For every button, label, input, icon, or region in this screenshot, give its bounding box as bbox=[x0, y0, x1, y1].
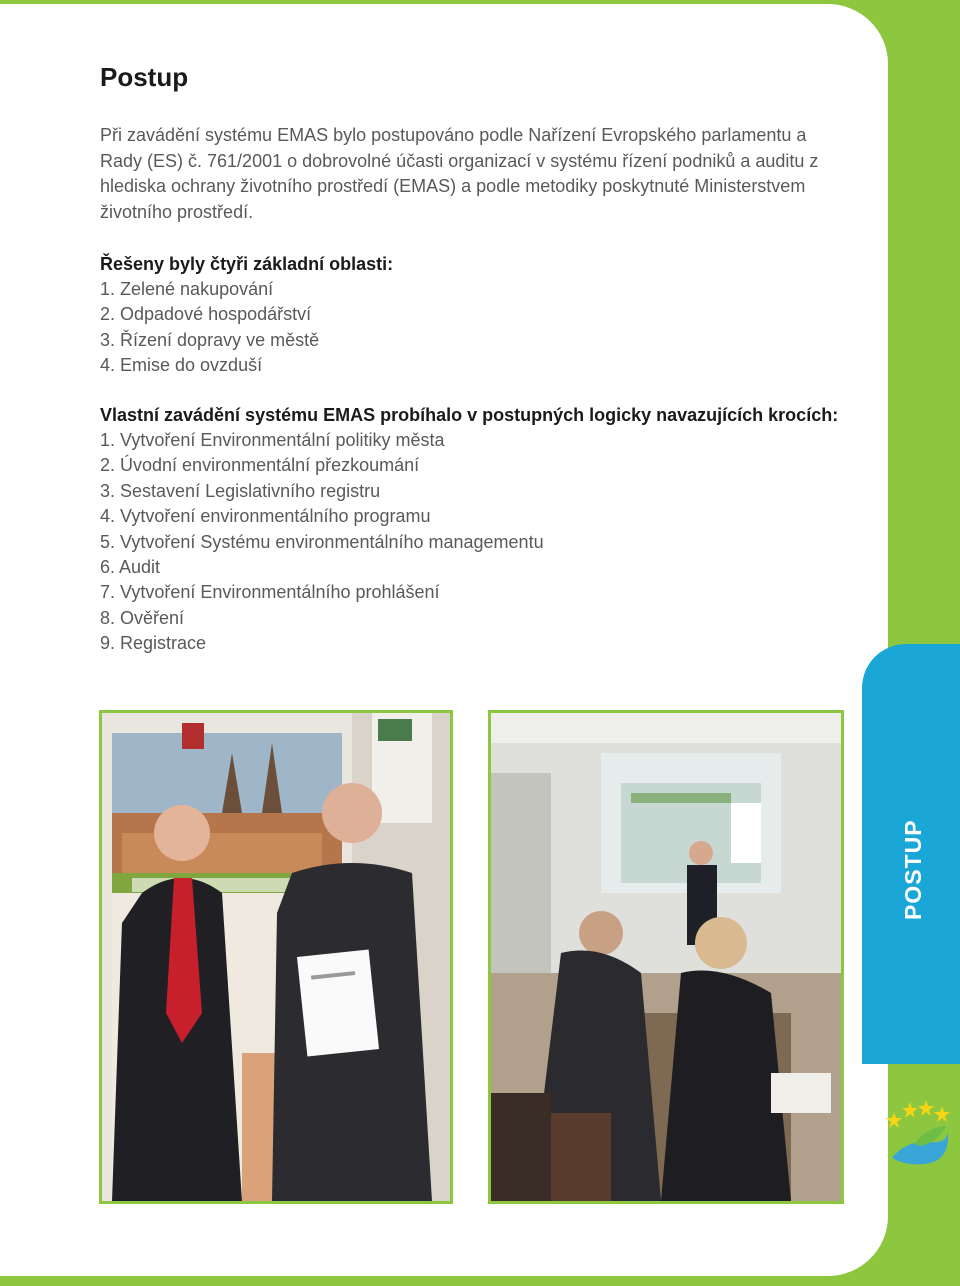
side-tab-label: POSTUP bbox=[900, 819, 926, 920]
list-item: 4. Vytvoření environmentálního programu bbox=[100, 506, 431, 527]
list-item: 2. Odpadové hospodářství bbox=[100, 304, 312, 325]
list-item: 4. Emise do ovzduší bbox=[100, 355, 263, 376]
list-item: 1. Zelené nakupování bbox=[100, 279, 274, 299]
list-item: 8. Ověření bbox=[100, 607, 185, 628]
photo-certificate bbox=[99, 710, 453, 1204]
photo-meeting-image bbox=[491, 713, 841, 1201]
list-item: 2. Úvodní environmentální přezkoumání bbox=[100, 455, 420, 476]
list-item: 5. Vytvoření Systému environmentálního managementu bbox=[100, 531, 544, 552]
eu-stars-logo-icon bbox=[886, 1092, 952, 1180]
list-item: 7. Vytvoření Environmentálního prohlášení bbox=[100, 582, 440, 603]
page-number: 9 bbox=[915, 1250, 925, 1269]
steps-heading: Vlastní zavádění systému EMAS probíhalo v postupných logicky navazujících krocích: bbox=[100, 405, 839, 425]
photo-certificate-image bbox=[102, 713, 450, 1201]
areas-heading: Řešeny byly čtyři základní oblasti: bbox=[100, 254, 394, 274]
list-item: 9. Registrace bbox=[100, 633, 207, 654]
areas-section bbox=[100, 251, 860, 379]
steps-list bbox=[100, 428, 860, 657]
photo-meeting bbox=[488, 710, 844, 1204]
list-item: 3. Řízení dopravy ve městě bbox=[100, 329, 320, 350]
list-item: 3. Sestavení Legislativního registru bbox=[100, 480, 381, 501]
list-item: 1. Vytvoření Environmentální politiky města bbox=[100, 430, 445, 450]
list-item: 6. Audit bbox=[100, 557, 161, 578]
steps-section bbox=[100, 402, 860, 657]
intro-paragraph: Při zavádění systému EMAS bylo postupováno podle Nařízení Evropského parlamentu a Rady (ES) č. 761/2001 o dobrovolné účasti organizací v systému řízení podniků a auditu z hlediska ochrany životního prostředí (EMAS) a podle metodiky poskytnuté Ministerstvem životního prostředí. bbox=[100, 125, 819, 223]
page-title: Postup bbox=[100, 62, 189, 92]
areas-list bbox=[100, 277, 860, 379]
